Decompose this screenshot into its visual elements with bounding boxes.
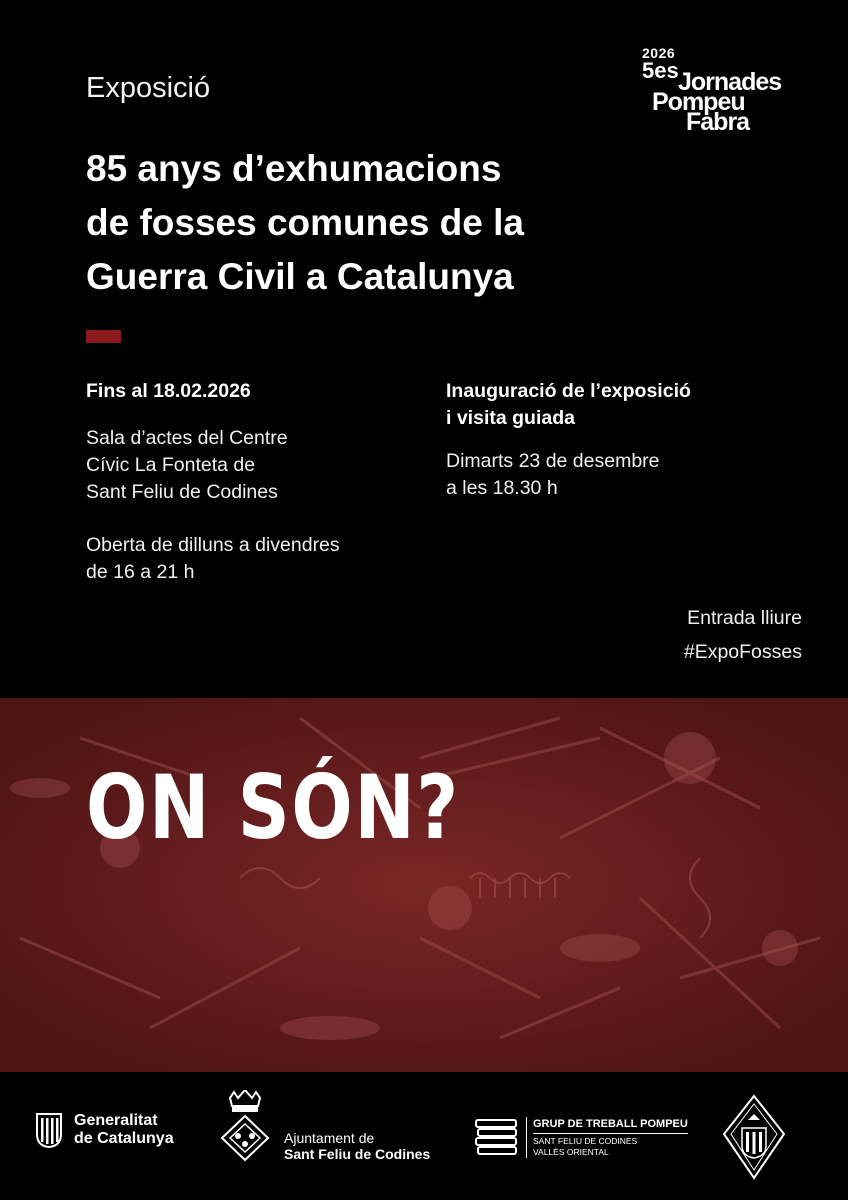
until-date: Fins al 18.02.2026	[86, 380, 251, 402]
title-line: de fosses comunes de la	[86, 202, 525, 243]
ajuntament-name	[284, 1130, 430, 1162]
venue-line: Cívic La Fonteta de	[86, 454, 256, 476]
jornades-year: 2026	[642, 45, 676, 61]
inauguration-details	[446, 378, 806, 502]
generalitat-name	[74, 1112, 174, 1148]
poster-kicker: Exposició	[86, 72, 211, 104]
jornades-line: Jornades	[678, 68, 782, 96]
hours-line: Oberta de dilluns a divendres	[86, 534, 340, 556]
grup-sub-line: VALLÈS ORIENTAL	[533, 1147, 609, 1157]
venue	[86, 425, 426, 506]
grup-title: GRUP DE TREBALL POMPEU	[533, 1117, 688, 1134]
event-title	[446, 378, 806, 432]
generalitat-logo-icon	[34, 1112, 64, 1148]
free-entry: Entrada lliure	[687, 607, 802, 629]
opening-hours	[86, 532, 426, 586]
generalitat-line: Generalitat	[74, 1112, 158, 1129]
venue-line: Sant Feliu de Codines	[86, 481, 278, 503]
hashtag: #ExpoFosses	[683, 641, 802, 663]
bones-texture-icon	[0, 698, 848, 1072]
jornades-line: Fabra	[686, 108, 750, 136]
generalitat-line: de Catalunya	[74, 1130, 174, 1147]
event-line: i visita guiada	[446, 407, 575, 429]
headline: ON SÓN?	[86, 756, 460, 859]
title-line: Guerra Civil a Catalunya	[86, 256, 514, 297]
sant-feliu-coat-of-arms-icon	[218, 1090, 272, 1170]
grup-subtitle	[533, 1136, 688, 1158]
shield-seal-icon	[722, 1094, 786, 1180]
date-line: Dimarts 23 de desembre	[446, 450, 660, 472]
date-line: a les 18.30 h	[446, 477, 558, 499]
exhibition-details	[86, 378, 426, 586]
grup-sub-line: SANT FELIU DE CODINES	[533, 1136, 638, 1146]
ajuntament-line: Sant Feliu de Codines	[284, 1146, 431, 1162]
excavation-photo	[0, 698, 848, 1072]
jornades-logo	[642, 45, 822, 140]
grup-name	[526, 1117, 688, 1158]
entry-info	[684, 601, 802, 669]
hours-line: de 16 a 21 h	[86, 561, 195, 583]
ajuntament-line: Ajuntament de	[284, 1130, 375, 1146]
title-line: 85 anys d’exhumacions	[86, 148, 502, 189]
books-logo-icon	[474, 1118, 518, 1156]
event-line: Inauguració de l’exposició	[446, 380, 691, 402]
sponsor-footer	[0, 1072, 848, 1200]
event-date	[446, 448, 806, 502]
jornades-line: Pompeu	[652, 88, 745, 116]
venue-line: Sala d’actes del Centre	[86, 427, 288, 449]
jornades-edition: 5es	[642, 58, 679, 83]
poster-title	[86, 142, 646, 304]
accent-bar	[86, 330, 121, 343]
